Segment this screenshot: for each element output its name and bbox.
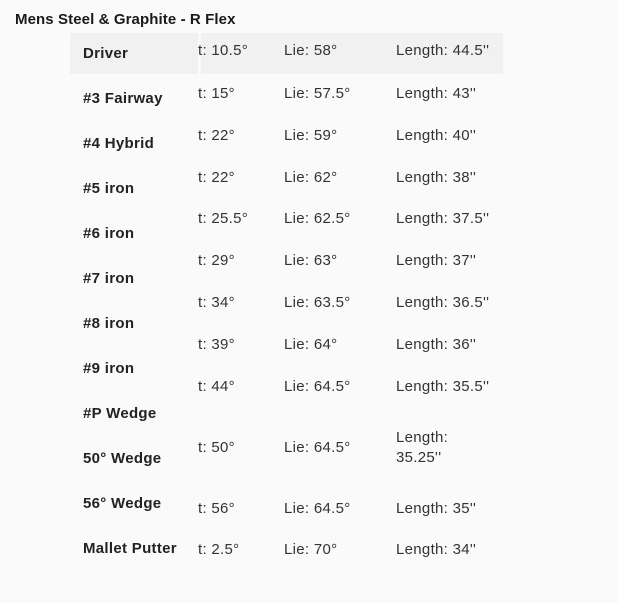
spec-lie: Lie: 64.5° xyxy=(284,378,351,395)
spec-length: Length: 35.5'' xyxy=(396,378,490,395)
spec-loft: t: 25.5° xyxy=(198,210,249,227)
club-name-8-iron: #8 iron xyxy=(83,315,135,332)
spec-lie: Lie: 58° xyxy=(284,42,338,59)
spec-lie: Lie: 70° xyxy=(284,541,338,558)
page-title: Mens Steel & Graphite - R Flex xyxy=(15,11,236,28)
club-name-56-wedge: 56° Wedge xyxy=(83,495,162,512)
spec-lie: Lie: 63.5° xyxy=(284,294,351,311)
club-name-50-wedge: 50° Wedge xyxy=(83,450,162,467)
spec-lie: Lie: 62° xyxy=(284,169,338,186)
spec-loft: t: 22° xyxy=(198,127,235,144)
spec-loft: t: 34° xyxy=(198,294,235,311)
spec-length: Length: 34'' xyxy=(396,541,477,558)
spec-length: Length: 35.25'' xyxy=(396,429,449,466)
spec-length: Length: 35'' xyxy=(396,500,477,517)
club-name-mallet-putter: Mallet Putter xyxy=(83,540,177,557)
spec-length: Length: 44.5'' xyxy=(396,42,490,59)
club-name-driver: Driver xyxy=(83,45,129,62)
club-name-4-hybrid: #4 Hybrid xyxy=(83,135,155,152)
spec-loft: t: 10.5° xyxy=(198,42,249,59)
club-name-5-iron: #5 iron xyxy=(83,180,135,197)
spec-lie: Lie: 64.5° xyxy=(284,500,351,517)
spec-lie: Lie: 59° xyxy=(284,127,338,144)
spec-loft: t: 15° xyxy=(198,85,235,102)
spec-lie: Lie: 62.5° xyxy=(284,210,351,227)
club-name-p-wedge: #P Wedge xyxy=(83,405,157,422)
spec-length: Length: 36'' xyxy=(396,336,477,353)
club-name-7-iron: #7 iron xyxy=(83,270,135,287)
spec-loft: t: 39° xyxy=(198,336,235,353)
spec-loft: t: 44° xyxy=(198,378,235,395)
spec-length: Length: 36.5'' xyxy=(396,294,490,311)
spec-lie: Lie: 64.5° xyxy=(284,439,351,456)
spec-length: Length: 43'' xyxy=(396,85,477,102)
spec-loft: t: 22° xyxy=(198,169,235,186)
spec-lie: Lie: 64° xyxy=(284,336,338,353)
spec-lie: Lie: 63° xyxy=(284,252,338,269)
club-name-3-fairway: #3 Fairway xyxy=(83,90,163,107)
spec-length: Length: 40'' xyxy=(396,127,477,144)
spec-length: Length: 37.5'' xyxy=(396,210,490,227)
club-name-6-iron: #6 iron xyxy=(83,225,135,242)
spec-length: Length: 37'' xyxy=(396,252,477,269)
spec-length: Length: 38'' xyxy=(396,169,477,186)
spec-loft: t: 2.5° xyxy=(198,541,240,558)
spec-loft: t: 29° xyxy=(198,252,235,269)
spec-loft: t: 56° xyxy=(198,500,235,517)
club-name-9-iron: #9 iron xyxy=(83,360,135,377)
spec-lie: Lie: 57.5° xyxy=(284,85,351,102)
spec-loft: t: 50° xyxy=(198,439,235,456)
